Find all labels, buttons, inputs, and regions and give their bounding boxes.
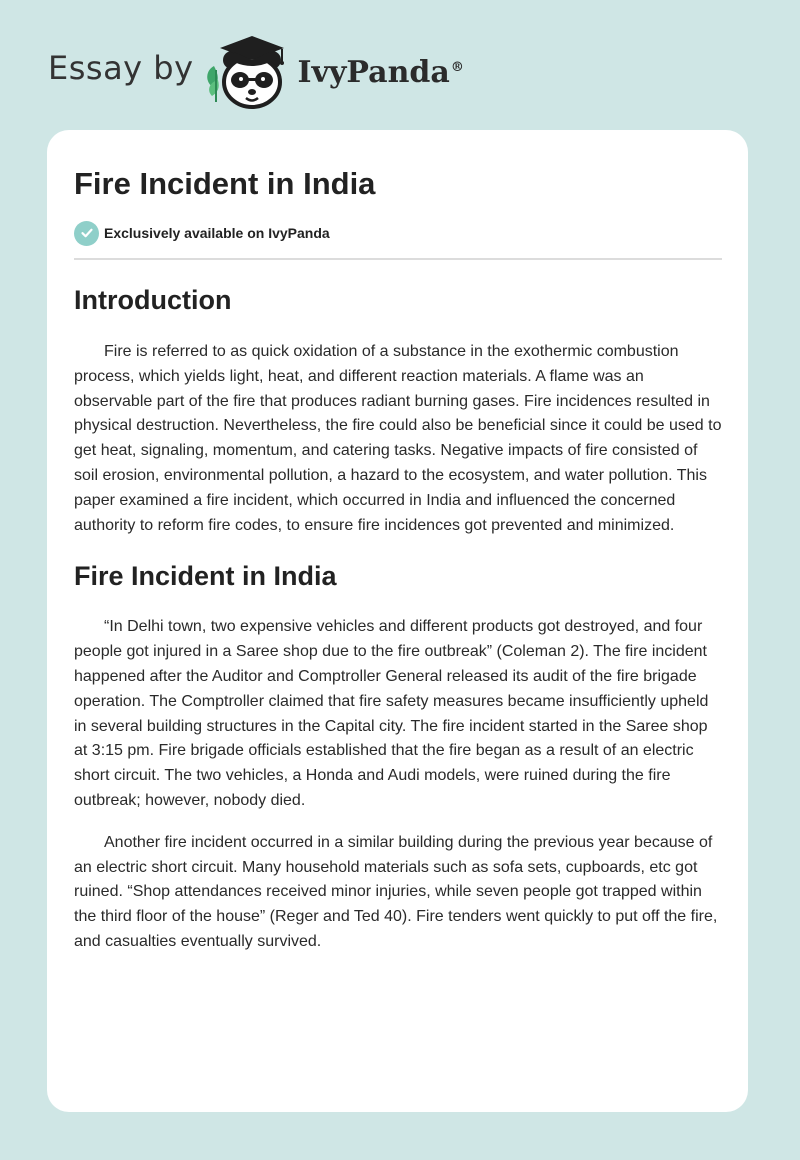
page-title: Fire Incident in India <box>74 166 376 201</box>
section-fire-incident <box>74 558 722 954</box>
exclusive-label: Exclusively available on IvyPanda <box>104 225 330 241</box>
section-heading: Introduction <box>74 285 232 315</box>
paragraph: “In Delhi town, two expensive vehicles and different products got destroyed, and four people got injured in a Saree shop due to the fire outbreak” (Coleman 2). The fire incident happened after the Auditor and Comptroller General released its audit of the fire brigade operation. The Comptroller claimed that fire safety measures became insufficiently upheld in several building structures in the Capital city. The fire incident started in the Saree shop at 3:15 pm. Fire brigade officials established that the fire began as a result of an electric short circuit. The two vehicles, a Honda and Audi models, were ruined during the fire outbreak; however, nobody died. <box>74 618 709 809</box>
section-introduction <box>74 282 722 538</box>
brand-header <box>48 30 464 110</box>
registered-mark: ® <box>450 59 464 75</box>
divider <box>74 258 722 260</box>
panda-graduate-logo-icon <box>202 30 302 110</box>
section-heading: Fire Incident in India <box>74 561 337 592</box>
paragraph: Fire is referred to as quick oxidation of a substance in the exothermic combustion process, which yields light, heat, and different reaction materials. A flame was an observable part of the fire that produces radiant burning gases. Fire incidences resulted in physical destruction. Nevertheless, the fire could also be beneficial since it could be used to get heat, signaling, momentum, and catering tasks. Negative impacts of fire consisted of soil erosion, environmental pollution, a hazard to the ecosystem, and water pollution. This paper examined a fire incident, which occurred in India and influenced the concerned authority to reform fire codes, to ensure fire incidences got prevented and minimized. <box>74 343 722 534</box>
brand-prefix: Essay by <box>48 49 194 87</box>
essay-card <box>47 130 748 1112</box>
brand-name: IvyPanda® <box>297 54 464 90</box>
exclusive-badge <box>74 220 722 246</box>
check-icon <box>74 221 99 246</box>
paragraph: Another fire incident occurred in a similar building during the previous year because of an electric short circuit. Many household materials such as sofa sets, cupboards, etc got ruined. “Shop attendances received minor injuries, while seven people got trapped within the third floor of the house” (Reger and Ted 40). Fire tenders went quickly to put off the fire, and casualties eventually survived. <box>74 833 718 950</box>
